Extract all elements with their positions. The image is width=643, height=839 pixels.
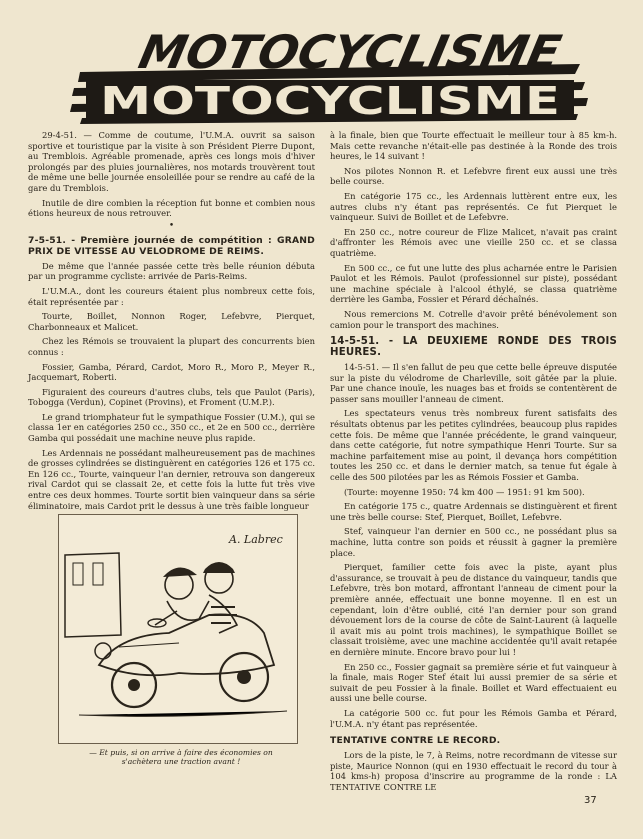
paragraph: 29-4-51. — Comme de coutume, l'U.M.A. ouvrit sa saison sportive et touristique par la visite à son Président Pierre Dupont, au Tremblois. Agréable promenade, après ces longs mois d'hiver prolongés par des pluies journalières, nos motards trouvèrent tout de même une belle journée ensoleillée pour se rendre au café de la gare du Tremblois. <box>28 130 315 193</box>
paragraph: Stef, vainqueur l'an dernier en 500 cc., ne possédant plus sa machine, lutta contre son poids et réussit à gagner la première place. <box>330 526 617 558</box>
banner-title: MOTOCYCLISME <box>100 79 560 123</box>
section-heading: 14-5-51. - LA DEUXIEME RONDE DES TROIS HEURES. <box>330 336 617 359</box>
page-number: 37 <box>584 795 597 806</box>
paragraph: Inutile de dire combien la réception fut bonne et combien nous étions heureux de nous retrouver. <box>28 197 315 219</box>
paragraph: En 250 cc., Fossier gagnait sa première série et fut vainqueur à la finale, mais Roger Stef était lui aussi premier de sa série et suivait de peu Fossier à la finale. Boillet et Ward effectuaient eu aussi une belle course. <box>330 661 617 704</box>
cartoon-illustration <box>58 514 298 744</box>
paragraph: Fossier, Gamba, Pérard, Cardot, Moro R., Moro P., Meyer R., Jacquemart, Roberti. <box>28 361 315 383</box>
paragraph: L'U.M.A., dont les coureurs étaient plus nombreux cette fois, était représentée par : <box>28 285 315 307</box>
paragraph: En 500 cc., ce fut une lutte des plus acharnée entre le Parisien Paulot et les Rémois. Paulot (professionnel sur piste), possédant une machine spéciale à l'alcool éthylé, se classa quatrième derrière les Gamba, Fossier et Pérard déchaînés. <box>330 262 617 305</box>
paragraph: De même que l'année passée cette très belle réunion débuta par un programme cycliste: arrivée de Paris-Reims. <box>28 260 315 282</box>
paragraph: Les Ardennais ne possédant malheureusement pas de machines de grosses cylindrées se distinguèrent en catégories 126 et 175 cc. En 126 cc., Tourte, vainqueur l'an dernier, retrouva son dangereux rival Cardot qui se classait 2e, et cette fois la lutte fut très vive entre ces deux hommes. Tourte sortit bien vainqueur dans sa série éliminatoire, mais Cardot prit le dessus à une très faible longueur <box>28 447 315 511</box>
paragraph: Chez les Rémois se trouvaient la plupart des concurrents bien connus : <box>28 336 315 357</box>
title-banner <box>60 24 600 128</box>
cartoon-drawing <box>59 515 297 743</box>
paragraph: En 250 cc., notre coureur de Flize Malicet, n'avait pas craint d'affronter les Rémois avec une vieille 250 cc. et se classa quatrième. <box>330 226 617 258</box>
paragraph: En catégorie 175 c., quatre Ardennais se distinguèrent et firent une très belle course: Stef, Pierquet, Boillet, Lefebvre. <box>330 501 617 522</box>
paragraph: Pierquet, familier cette fois avec la piste, ayant plus d'assurance, se trouvait à peu de distance du vainqueur, tandis que Lefebvre, très bon motard, affrontant l'anneau de ciment pour la première année, effectuait une bonne moyenne. Il en est un cependant, loin d'être oublié, cité l'an dernier pour son grand dévouement lors de la course de côte de Saint-Laurent (à laquelle il avait mis au point trois machines), le sympathique Boillet se classait troisième, avec une machine accidentée qu'il avait retapée en dernière minute. Encore bravo pour lui ! <box>330 562 617 657</box>
cartoon-signature: A. Labrec <box>229 533 283 546</box>
section-heading: TENTATIVE CONTRE LE RECORD. <box>330 735 501 747</box>
paragraph: La catégorie 500 cc. fut pour les Rémois Gamba et Pérard, l'U.M.A. n'y étant pas représentée. <box>330 707 617 729</box>
section-heading: 7-5-51. - Première journée de compétition : GRAND PRIX DE VITESSE AU VELODROME DE REIMS. <box>28 234 315 257</box>
separator-dot: • <box>168 220 175 231</box>
paragraph: Le grand triomphateur fut le sympathique Fossier (U.M.), qui se classa 1er en catégories 250 cc., 350 cc., et 2e en 500 cc., derrière Gamba qui possédait une machine neuve plus rapide. <box>28 411 315 444</box>
banner-echo-title: MOTOCYCLISME <box>134 25 557 79</box>
paragraph: Nous remercions M. Cotrelle d'avoir prêté bénévolement son camion pour le transport des machines. <box>330 308 617 330</box>
paragraph: (Tourte: moyenne 1950: 74 km 400 — 1951: 91 km 500). <box>344 486 585 497</box>
paragraph: Les spectateurs venus très nombreux furent satisfaits des résultats obtenus par les petites cylindrées, beaucoup plus rapides cette fois. De même que l'année précédente, le grand vainqueur, dans cette catégorie, fut notre sympathique Henri Tourte. Sur sa machine parfaitement mise au point, il devança hors compétition toutes les 250 cc. et dans le dernier match, sa tenue fut égale à celle des 500 pilotées par les as Rémois Fossier et Gamba. <box>330 408 617 483</box>
paragraph: Lors de la piste, le 7, à Reims, notre recordmann de vitesse sur piste, Maurice Nonnon (qui en 1930 effectuait le record du tour à 104 kms-h) proposa d'inscrire au programme de la ronde : LA TENTATIVE CONTRE LE <box>330 750 617 792</box>
paragraph: Figuraient des coureurs d'autres clubs, tels que Paulot (Paris), Tobogga (Verdun), Copinet (Provins), et Froment (U.M.P.). <box>28 386 315 408</box>
paragraph: Tourte, Boillet, Nonnon Roger, Lefebvre, Pierquet, Charbonneaux et Malicet. <box>28 311 315 332</box>
paragraph: 14-5-51. — Il s'en fallut de peu que cette belle épreuve disputée sur la piste du vélodrome de Charleville, soit gâtée par la pluie. Par une chance inouïe, les nuages bas et froids se contentèrent de passer sans mouiller l'anneau de ciment. <box>330 362 617 404</box>
paragraph: En catégorie 175 cc., les Ardennais luttèrent entre eux, les autres clubs n'y étant pas représentés. Ce fut Pierquet le vainqueur. Suivi de Boillet et de Lefebvre. <box>330 190 617 223</box>
left-column <box>28 130 315 515</box>
paragraph: Nos pilotes Nonnon R. et Lefebvre firent eux aussi une très belle course. <box>330 165 617 187</box>
right-column <box>330 130 617 796</box>
paragraph: à la finale, bien que Tourte effectuait le meilleur tour à 85 km-h. Mais cette revanche n'était-elle pas destinée à la Ronde des trois heures, le 14 suivant ! <box>330 130 617 162</box>
cartoon-caption: — Et puis, si on arrive à faire des économies on s'achètera une traction avant ! <box>89 748 273 767</box>
